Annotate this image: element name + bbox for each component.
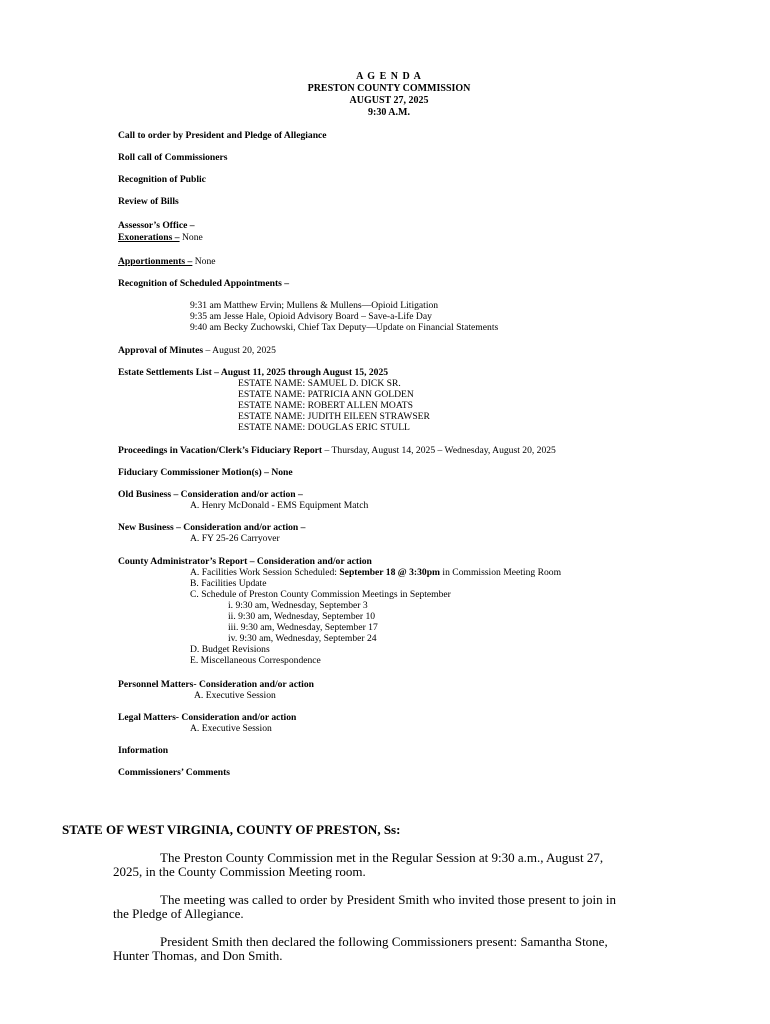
exonerations-line (118, 232, 203, 243)
estate-item: ESTATE NAME: PATRICIA ANN GOLDEN (238, 389, 414, 400)
agenda-title: A G E N D A (356, 71, 422, 82)
minutes-label: Approval of Minutes (118, 345, 204, 356)
commissioners-comments-heading: Commissioners’ Comments (118, 767, 231, 778)
review-of-bills: Review of Bills (118, 196, 179, 207)
legal-item: A. Executive Session (190, 723, 272, 734)
admin-item-e: E. Miscellaneous Correspondence (190, 655, 321, 666)
agenda-date: AUGUST 27, 2025 (349, 95, 429, 106)
exonerations-label: Exonerations – (118, 232, 180, 243)
minutes-paragraph-1-line-2: 2025, in the County Commission Meeting room. (113, 864, 366, 879)
new-business-heading: New Business – Consideration and/or action – (118, 522, 306, 533)
minutes-value: – August 20, 2025 (203, 345, 276, 356)
personnel-item: A. Executive Session (194, 690, 276, 701)
meeting-date-item: ii. 9:30 am, Wednesday, September 10 (228, 611, 376, 622)
appointment-item: 9:31 am Matthew Ervin; Mullens & Mullens—Opioid Litigation (190, 300, 439, 311)
admin-item-a (190, 567, 561, 578)
meeting-date-item: iii. 9:30 am, Wednesday, September 17 (228, 622, 378, 633)
old-business-heading: Old Business – Consideration and/or action – (118, 489, 303, 500)
admin-item-c: C. Schedule of Preston County Commission Meetings in September (190, 589, 451, 600)
apportionments-line (118, 256, 216, 267)
meeting-date-item: i. 9:30 am, Wednesday, September 3 (228, 600, 368, 611)
personnel-matters-heading: Personnel Matters- Consideration and/or action (118, 679, 314, 690)
minutes-heading: STATE OF WEST VIRGINIA, COUNTY OF PRESTON, Ss: (62, 822, 401, 837)
meeting-date-item: iv. 9:30 am, Wednesday, September 24 (228, 633, 377, 644)
new-business-item: A. FY 25-26 Carryover (190, 533, 280, 544)
agenda-time: 9:30 A.M. (368, 107, 410, 118)
scheduled-appointments-heading: Recognition of Scheduled Appointments – (118, 278, 290, 289)
exonerations-value: None (179, 232, 203, 243)
proceedings-label: Proceedings in Vacation/Clerk’s Fiduciary Report (118, 445, 323, 456)
appointment-item: 9:40 am Becky Zuchowski, Chief Tax Deputy—Update on Financial Statements (190, 322, 499, 333)
estate-item: ESTATE NAME: JUDITH EILEEN STRAWSER (238, 411, 430, 422)
minutes-paragraph-2-line-1: The meeting was called to order by President Smith who invited those present to join in (160, 892, 616, 907)
minutes-paragraph-1-line-1: The Preston County Commission met in the Regular Session at 9:30 a.m., August 27, (160, 850, 604, 865)
assessors-office: Assessor’s Office – (118, 220, 195, 231)
admin-item-a-text: A. Facilities Work Session Scheduled: (190, 567, 340, 578)
minutes-paragraph-3-line-1: President Smith then declared the following Commissioners present: Samantha Stone, (160, 934, 608, 949)
estate-item: ESTATE NAME: ROBERT ALLEN MOATS (238, 400, 413, 411)
admin-item-d: D. Budget Revisions (190, 644, 270, 655)
appointment-item: 9:35 am Jesse Hale, Opioid Advisory Board – Save-a-Life Day (190, 311, 432, 322)
agenda-body-name: PRESTON COUNTY COMMISSION (307, 83, 471, 94)
admin-item-a-location: in Commission Meeting Room (440, 567, 562, 578)
roll-call: Roll call of Commissioners (118, 152, 228, 163)
proceedings-value: – Thursday, August 14, 2025 – Wednesday, August 20, 2025 (322, 445, 556, 456)
admin-item-b: B. Facilities Update (190, 578, 267, 589)
admin-item-a-date: September 18 @ 3:30pm (339, 567, 441, 578)
old-business-item: A. Henry McDonald - EMS Equipment Match (190, 500, 369, 511)
estate-settlements-heading: Estate Settlements List – August 11, 2025 through August 15, 2025 (118, 367, 389, 378)
administrator-report-heading: County Administrator’s Report – Consideration and/or action (118, 556, 372, 567)
estate-item: ESTATE NAME: SAMUEL D. DICK SR. (238, 378, 401, 389)
apportionments-value: None (192, 256, 216, 267)
information-heading: Information (118, 745, 169, 756)
approval-of-minutes (118, 345, 276, 356)
apportionments-label: Apportionments – (118, 256, 193, 267)
estate-item: ESTATE NAME: DOUGLAS ERIC STULL (238, 422, 410, 433)
fiduciary-commissioner: Fiduciary Commissioner Motion(s) – None (118, 467, 293, 478)
minutes-paragraph-2-line-2: the Pledge of Allegiance. (113, 906, 244, 921)
legal-matters-heading: Legal Matters- Consideration and/or action (118, 712, 297, 723)
proceedings-line (118, 445, 556, 456)
call-to-order: Call to order by President and Pledge of Allegiance (118, 130, 327, 141)
recognition-of-public: Recognition of Public (118, 174, 206, 185)
minutes-paragraph-3-line-2: Hunter Thomas, and Don Smith. (113, 948, 283, 963)
